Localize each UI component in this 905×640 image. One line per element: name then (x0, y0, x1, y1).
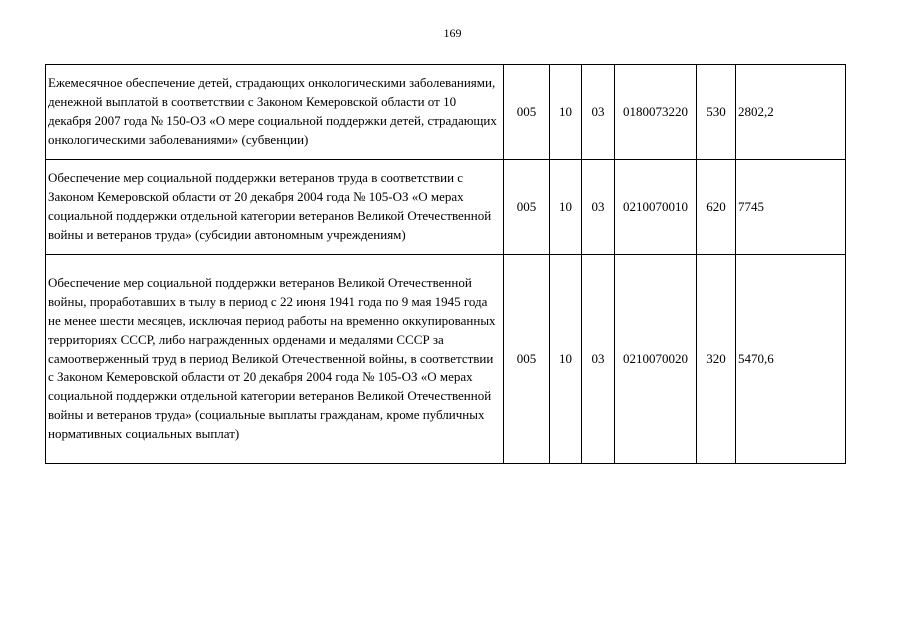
row-description: Обеспечение мер социальной поддержки ветеранов труда в соответствии с Законом Кемеровской области от 20 декабря 2004 года № 105-ОЗ «О мерах социальной поддержки отдельной категории ветеранов Великой Отечественной войны и ветеранов труда» (субсидии автономным учреждениям) (46, 160, 504, 255)
table-row (46, 65, 846, 160)
target-article-code: 0210070020 (615, 255, 697, 464)
ministry-code: 005 (504, 160, 550, 255)
table-row (46, 160, 846, 255)
expense-type-code: 530 (697, 65, 736, 160)
subsection-code: 03 (582, 65, 615, 160)
row-description: Ежемесячное обеспечение детей, страдающих онкологическими заболеваниями, денежной выплатой в соответствии с Законом Кемеровской области от 10 декабря 2007 года № 150-ОЗ «О мере социальной поддержки детей, страдающих онкологическими заболеваниями» (субвенции) (46, 65, 504, 160)
table-row (46, 255, 846, 464)
section-code: 10 (550, 255, 582, 464)
amount-value: 7745 (736, 160, 846, 255)
amount-value: 2802,2 (736, 65, 846, 160)
expense-type-code: 320 (697, 255, 736, 464)
section-code: 10 (550, 160, 582, 255)
page-number: 169 (443, 26, 462, 40)
budget-table (45, 64, 846, 464)
target-article-code: 0210070010 (615, 160, 697, 255)
subsection-code: 03 (582, 160, 615, 255)
subsection-code: 03 (582, 255, 615, 464)
target-article-code: 0180073220 (615, 65, 697, 160)
amount-value: 5470,6 (736, 255, 846, 464)
ministry-code: 005 (504, 65, 550, 160)
row-description: Обеспечение мер социальной поддержки ветеранов Великой Отечественной войны, проработавших в тылу в период с 22 июня 1941 года по 9 мая 1945 года не менее шести месяцев, исключая период работы на временно оккупированных территориях СССР, либо награжденных орденами и медалями СССР за самоотверженный труд в период Великой Отечественной войны, в соответствии с Законом Кемеровской области от 20 декабря 2004 года № 105-ОЗ «О мерах социальной поддержки отдельной категории ветеранов Великой Отечественной войны и ветеранов труда» (социальные выплаты гражданам, кроме публичных нормативных социальных выплат) (46, 255, 504, 464)
ministry-code: 005 (504, 255, 550, 464)
section-code: 10 (550, 65, 582, 160)
expense-type-code: 620 (697, 160, 736, 255)
